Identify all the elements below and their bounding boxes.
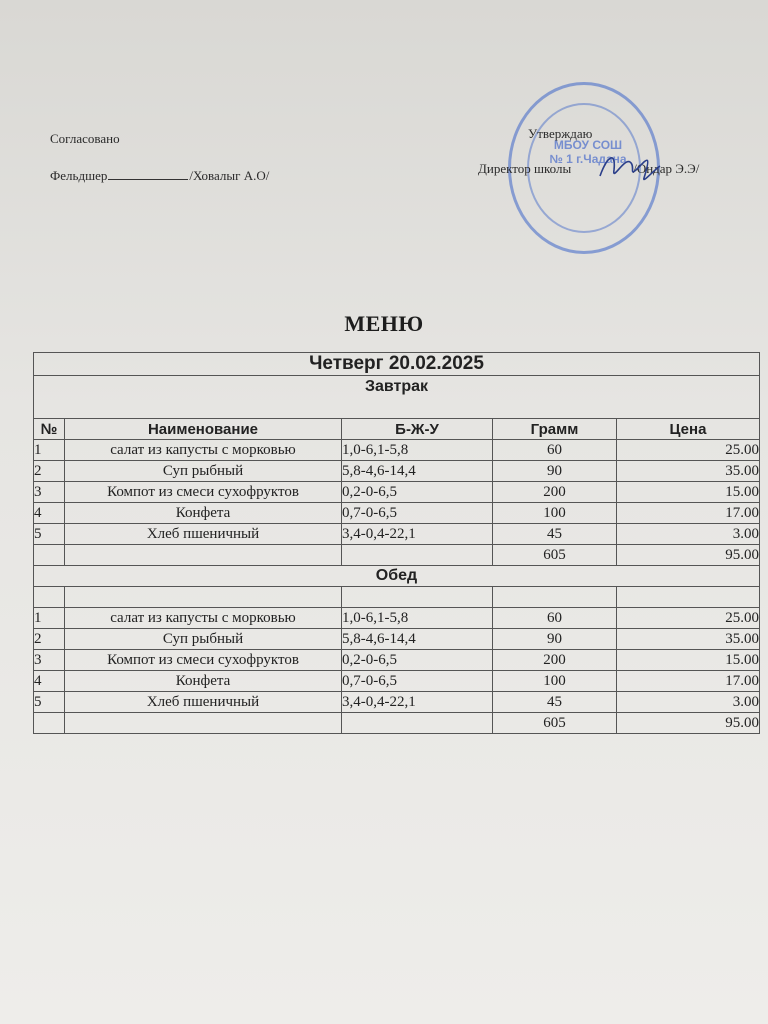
approve-label: Утверждаю bbox=[528, 126, 593, 141]
day-row bbox=[34, 353, 760, 376]
medic-signature-line bbox=[50, 168, 269, 184]
dish-price: 15.00 bbox=[617, 650, 760, 671]
total-gram: 605 bbox=[493, 713, 617, 734]
dish-price: 17.00 bbox=[617, 671, 760, 692]
row-number: 2 bbox=[34, 461, 65, 482]
row-number: 1 bbox=[34, 440, 65, 461]
dish-gram: 100 bbox=[493, 671, 617, 692]
dish-price: 17.00 bbox=[617, 503, 760, 524]
dish-name: Хлеб пшеничный bbox=[65, 524, 342, 545]
stamp-text: МБОУ СОШ № 1 г.Чадана bbox=[549, 138, 627, 166]
breakfast-label: Завтрак bbox=[34, 376, 760, 419]
dish-price: 35.00 bbox=[617, 461, 760, 482]
day-label: Четверг 20.02.2025 bbox=[34, 353, 760, 376]
dish-price: 25.00 bbox=[617, 440, 760, 461]
dish-price: 15.00 bbox=[617, 482, 760, 503]
director-role: Директор школы bbox=[478, 161, 572, 176]
dish-bju: 5,8-4,6-14,4 bbox=[342, 629, 493, 650]
dish-name: Конфета bbox=[65, 503, 342, 524]
empty-cell bbox=[34, 545, 65, 566]
director-name: /Ондар Э.Э/ bbox=[633, 161, 700, 176]
table-row bbox=[34, 482, 760, 503]
empty-cell bbox=[65, 545, 342, 566]
dish-gram: 60 bbox=[493, 608, 617, 629]
dish-gram: 200 bbox=[493, 482, 617, 503]
dish-name: Суп рыбный bbox=[65, 461, 342, 482]
page-title: МЕНЮ bbox=[344, 311, 424, 336]
total-price: 95.00 bbox=[617, 545, 760, 566]
dish-name: Компот из смеси сухофруктов bbox=[65, 482, 342, 503]
empty-cell bbox=[493, 587, 617, 608]
dish-gram: 200 bbox=[493, 650, 617, 671]
menu-table bbox=[33, 352, 760, 734]
dish-bju: 3,4-0,4-22,1 bbox=[342, 524, 493, 545]
dish-name: салат из капусты с морковью bbox=[65, 440, 342, 461]
total-row bbox=[34, 545, 760, 566]
empty-row bbox=[34, 587, 760, 608]
medic-name: /Ховалыг А.О/ bbox=[189, 168, 270, 183]
dish-bju: 1,0-6,1-5,8 bbox=[342, 440, 493, 461]
header-row bbox=[34, 419, 760, 440]
director-signature-line bbox=[478, 161, 699, 177]
table-row bbox=[34, 650, 760, 671]
dish-bju: 5,8-4,6-14,4 bbox=[342, 461, 493, 482]
lunch-label: Обед bbox=[34, 566, 760, 587]
dish-bju: 0,7-0-6,5 bbox=[342, 671, 493, 692]
row-number: 2 bbox=[34, 629, 65, 650]
dish-gram: 45 bbox=[493, 692, 617, 713]
col-price: Цена bbox=[617, 419, 760, 440]
col-bju: Б-Ж-У bbox=[342, 419, 493, 440]
dish-price: 3.00 bbox=[617, 692, 760, 713]
col-name: Наименование bbox=[65, 419, 342, 440]
total-price: 95.00 bbox=[617, 713, 760, 734]
empty-cell bbox=[65, 587, 342, 608]
meal-row bbox=[34, 566, 760, 587]
table-row bbox=[34, 692, 760, 713]
row-number: 4 bbox=[34, 671, 65, 692]
table-row bbox=[34, 608, 760, 629]
empty-cell bbox=[342, 545, 493, 566]
dish-bju: 3,4-0,4-22,1 bbox=[342, 692, 493, 713]
empty-cell bbox=[342, 713, 493, 734]
table-row bbox=[34, 629, 760, 650]
empty-cell bbox=[617, 587, 760, 608]
row-number: 1 bbox=[34, 608, 65, 629]
empty-cell bbox=[65, 713, 342, 734]
row-number: 5 bbox=[34, 524, 65, 545]
dish-gram: 90 bbox=[493, 629, 617, 650]
dish-gram: 45 bbox=[493, 524, 617, 545]
total-row bbox=[34, 713, 760, 734]
director-signature bbox=[594, 148, 664, 188]
row-number: 5 bbox=[34, 692, 65, 713]
dish-name: Хлеб пшеничный bbox=[65, 692, 342, 713]
meal-row bbox=[34, 376, 760, 419]
row-number: 4 bbox=[34, 503, 65, 524]
total-gram: 605 bbox=[493, 545, 617, 566]
dish-bju: 0,2-0-6,5 bbox=[342, 650, 493, 671]
dish-gram: 90 bbox=[493, 461, 617, 482]
dish-bju: 0,7-0-6,5 bbox=[342, 503, 493, 524]
table-row bbox=[34, 524, 760, 545]
medic-role: Фельдшер bbox=[50, 168, 108, 183]
dish-gram: 60 bbox=[493, 440, 617, 461]
dish-name: Компот из смеси сухофруктов bbox=[65, 650, 342, 671]
dish-bju: 1,0-6,1-5,8 bbox=[342, 608, 493, 629]
dish-price: 25.00 bbox=[617, 608, 760, 629]
dish-gram: 100 bbox=[493, 503, 617, 524]
empty-cell bbox=[34, 713, 65, 734]
empty-cell bbox=[342, 587, 493, 608]
dish-bju: 0,2-0-6,5 bbox=[342, 482, 493, 503]
table-row bbox=[34, 461, 760, 482]
empty-cell bbox=[34, 587, 65, 608]
row-number: 3 bbox=[34, 650, 65, 671]
table-row bbox=[34, 440, 760, 461]
dish-name: салат из капусты с морковью bbox=[65, 608, 342, 629]
dish-name: Суп рыбный bbox=[65, 629, 342, 650]
dish-price: 3.00 bbox=[617, 524, 760, 545]
dish-name: Конфета bbox=[65, 671, 342, 692]
dish-price: 35.00 bbox=[617, 629, 760, 650]
col-number: № bbox=[34, 419, 65, 440]
table-row bbox=[34, 671, 760, 692]
agreed-label: Согласовано bbox=[50, 131, 120, 146]
row-number: 3 bbox=[34, 482, 65, 503]
signature-blank bbox=[108, 179, 188, 180]
col-gram: Грамм bbox=[493, 419, 617, 440]
table-row bbox=[34, 503, 760, 524]
